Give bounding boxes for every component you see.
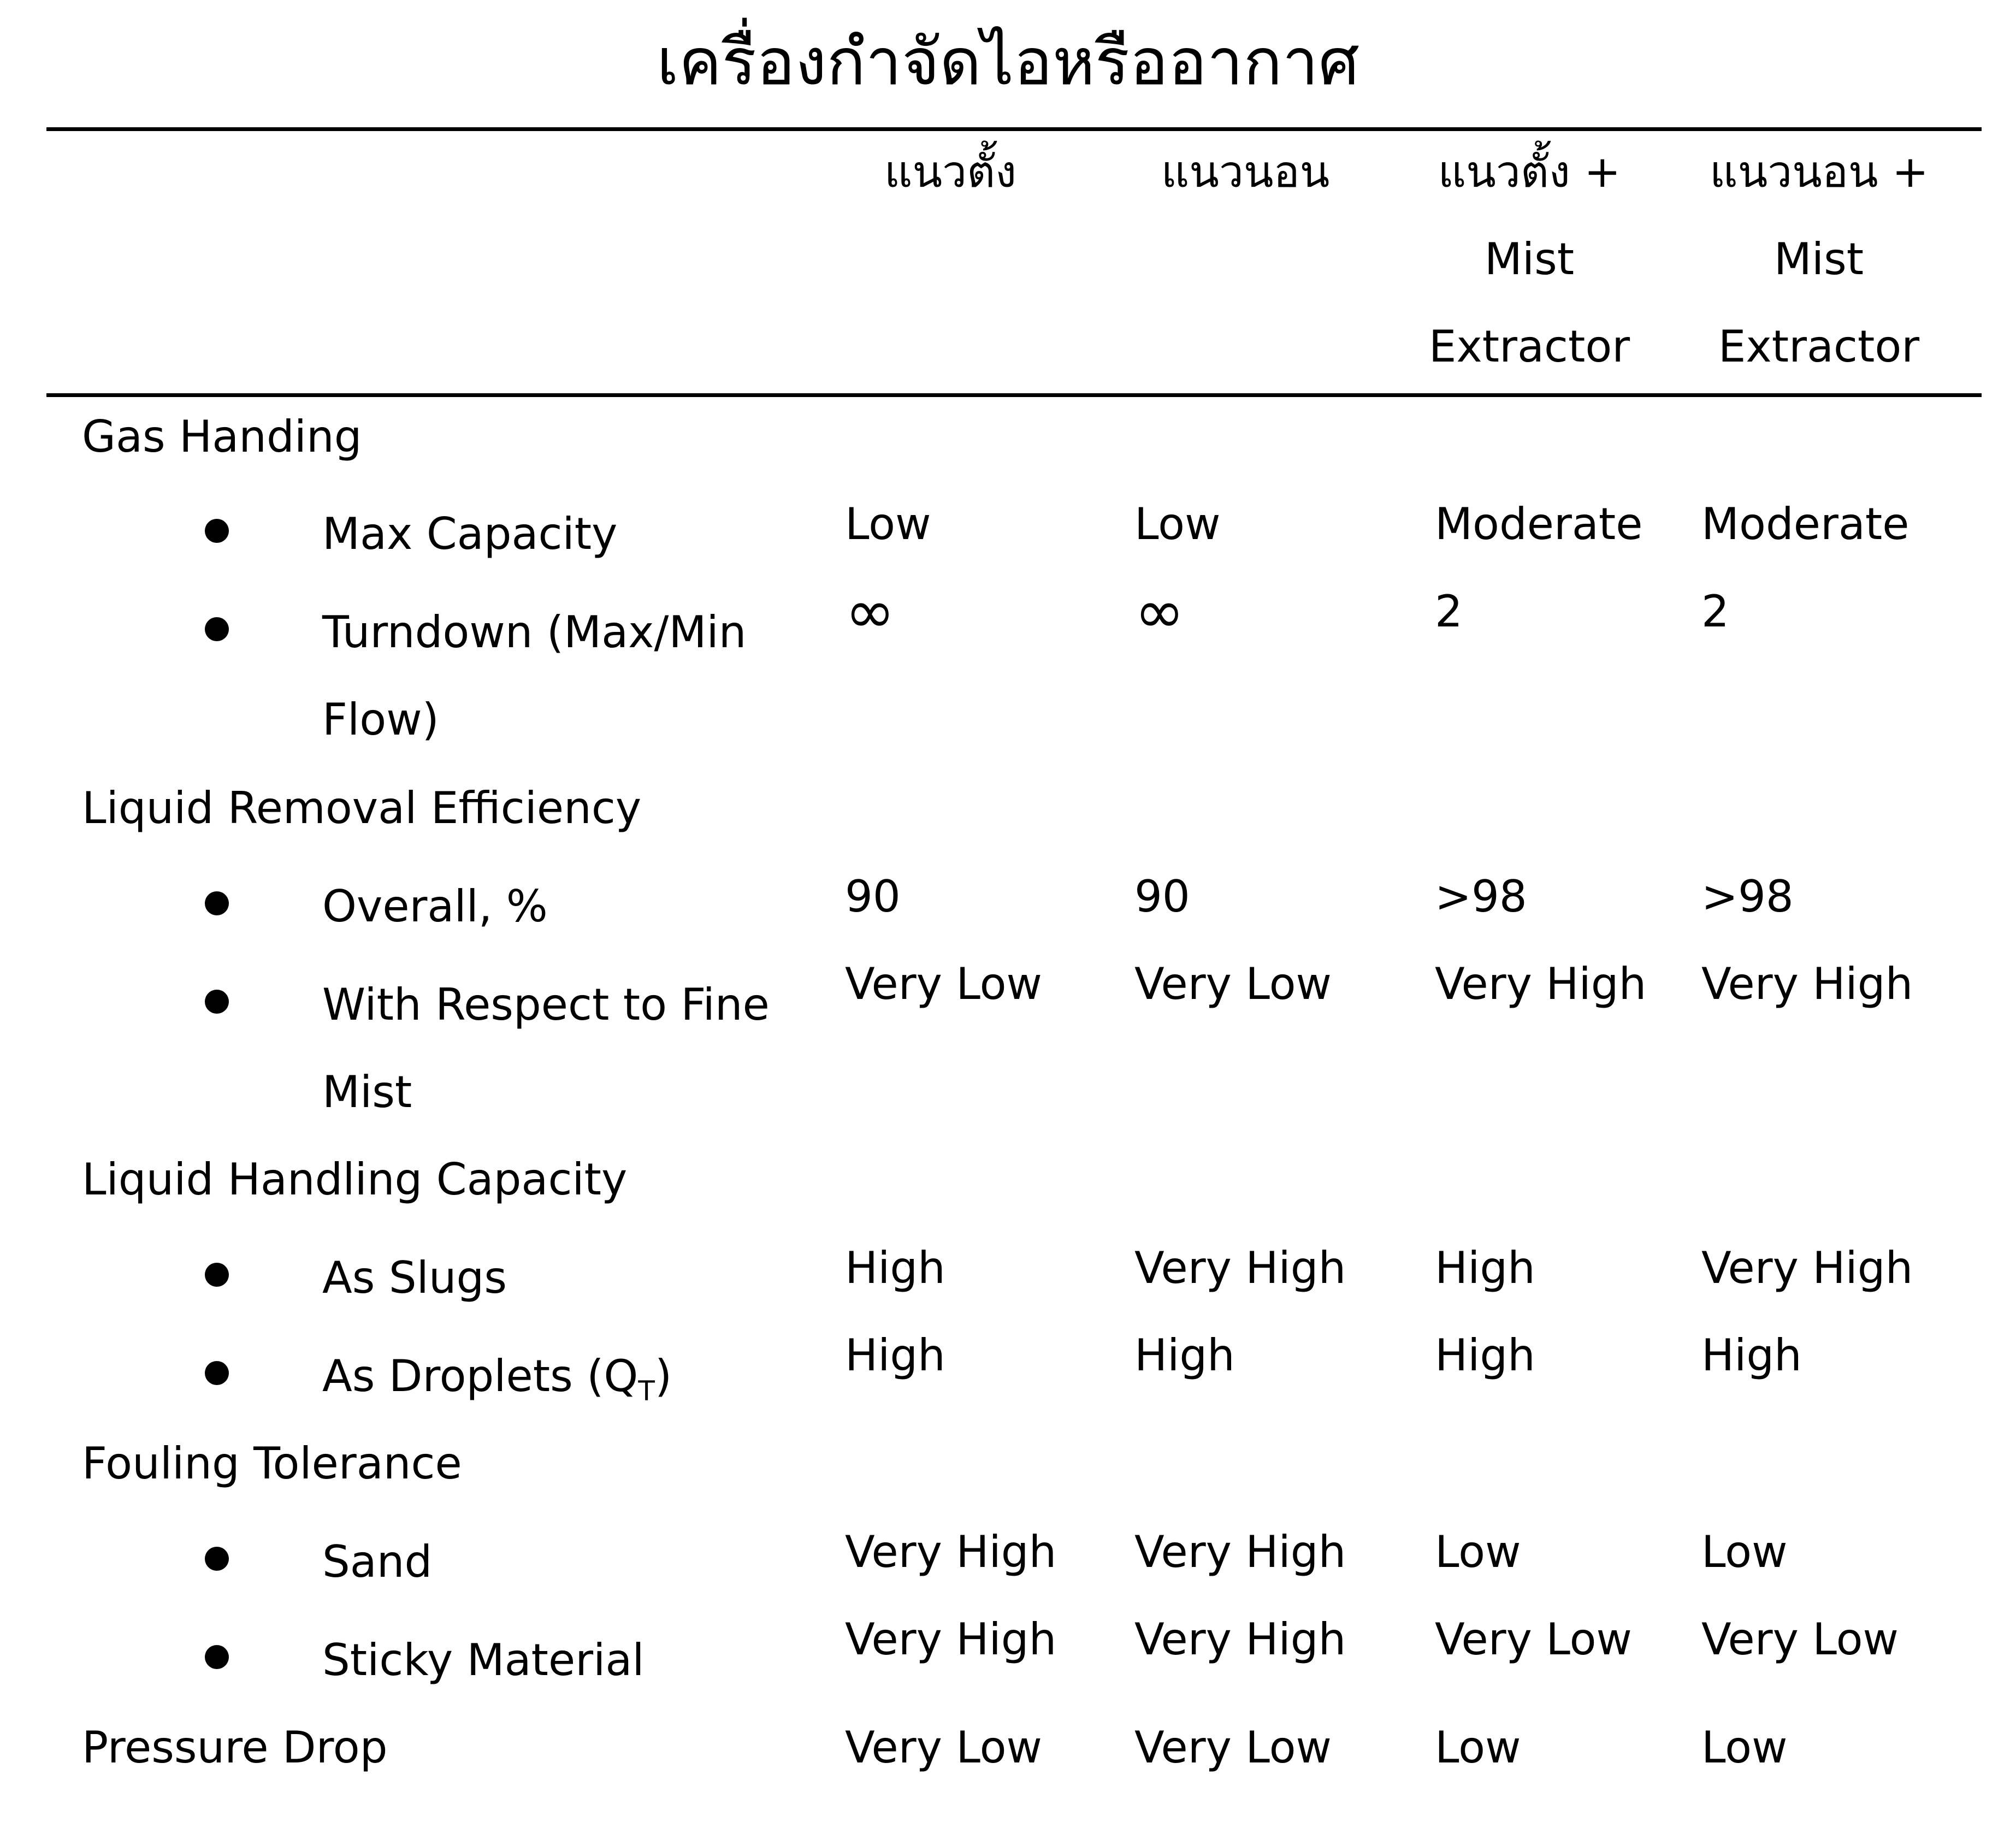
row-label: Sticky Material [322,1635,645,1685]
cell-value: Very Low [845,1722,1042,1773]
cell-value: Very Low [1134,1722,1332,1773]
section-heading: Fouling Tolerance [82,1438,462,1489]
column-header-line: แนวตั้ง + [1438,146,1621,197]
cell-value: ∞ [845,577,895,647]
row-label-subscript: T [638,1375,655,1407]
cell-value: Very Low [1134,959,1332,1009]
row-label: Max Capacity [322,508,618,559]
column-header-line: Extractor [1428,321,1630,372]
column-header-line: Extractor [1718,321,1920,372]
column-header-horizontal: แนวนอน [1161,146,1330,197]
bullet-icon [205,891,229,915]
cell-value: Moderate [1435,499,1643,549]
cell-value: High [1435,1243,1535,1293]
bullet-icon [205,1361,229,1385]
row-label: Turndown (Max/Min [322,607,747,658]
cell-value: Very High [845,1614,1057,1665]
cell-value: High [1134,1330,1235,1381]
cell-value: 2 [1435,586,1463,637]
column-header-vertical: แนวตั้ง [884,146,1017,197]
cell-value: Moderate [1701,499,1909,549]
cell-value: Very High [1134,1614,1346,1665]
section-heading: Gas Handing [82,411,362,462]
cell-value: Very Low [1435,1614,1632,1665]
column-header-line: Mist [1773,234,1864,285]
row-label: Pressure Drop [82,1722,388,1773]
cell-value: Very High [1435,959,1647,1009]
section-heading: Liquid Removal Efficiency [82,783,642,833]
cell-value: Very Low [845,959,1042,1009]
row-label: Overall, % [322,881,548,932]
cell-value: High [845,1330,945,1381]
cell-value: Low [1435,1527,1521,1577]
cell-value: Very Low [1701,1614,1899,1665]
cell-value: Low [845,499,931,549]
cell-value: Very High [1701,959,1913,1009]
cell-value: Low [1435,1722,1521,1773]
cell-value: 2 [1701,586,1729,637]
cell-value: Very High [1701,1243,1913,1293]
cell-value: >98 [1435,871,1527,922]
cell-value: Very High [1134,1527,1346,1577]
cell-value: High [1701,1330,1802,1381]
column-header-line: Mist [1484,234,1575,285]
bullet-icon [205,1263,229,1287]
cell-value: High [1435,1330,1535,1381]
cell-value: Low [1701,1527,1788,1577]
column-header-line: แนวนอน + [1710,146,1929,197]
bullet-icon [205,1645,229,1669]
top-rule [46,127,1982,131]
row-label-continued: Flow) [322,694,439,745]
cell-value: Very High [1134,1243,1346,1293]
header-rule [46,393,1982,397]
cell-value: High [845,1243,945,1293]
row-label: With Respect to Fine [322,979,770,1030]
cell-value: 90 [1134,871,1190,922]
cell-value: Low [1701,1722,1788,1773]
page-title: เครื่องกำจัดไอหรืออากาศ [657,24,1359,99]
row-label-end: ) [654,1351,672,1401]
bullet-icon [205,617,229,641]
bullet-icon [205,519,229,543]
section-heading: Liquid Handling Capacity [82,1154,628,1205]
cell-value: Very High [845,1527,1057,1577]
bullet-icon [205,1547,229,1571]
row-label: Sand [322,1536,433,1587]
row-label-text: As Droplets (Q [322,1351,639,1401]
cell-value: >98 [1701,871,1794,922]
bullet-icon [205,990,229,1014]
row-label [322,1349,672,1407]
cell-value: 90 [845,871,901,922]
cell-value: ∞ [1134,577,1185,647]
cell-value: Low [1134,499,1221,549]
row-label-continued: Mist [322,1067,412,1117]
row-label: As Slugs [322,1252,507,1303]
